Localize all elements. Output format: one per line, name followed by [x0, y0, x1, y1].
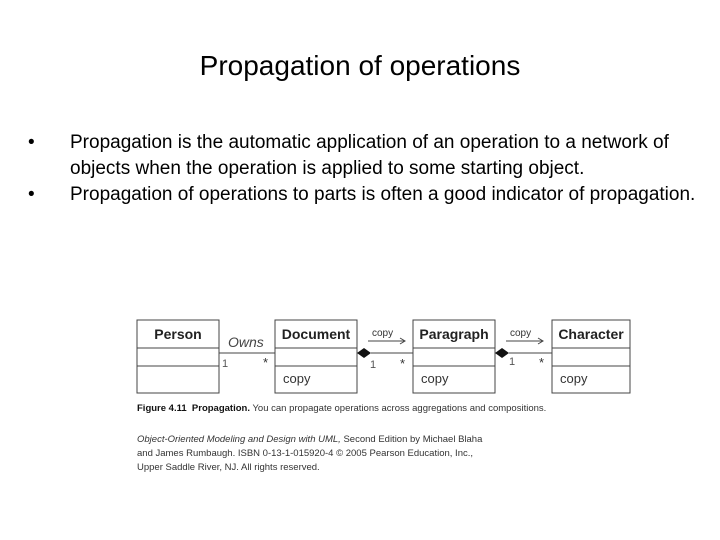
slide-title: Propagation of operations — [199, 50, 521, 81]
uml-diagram — [130, 310, 650, 410]
multiplicity-label: * — [263, 355, 269, 370]
composition-diamond — [495, 348, 509, 358]
caption-number: Figure 4.11 — [137, 403, 187, 414]
caption-text: You can propagate operations across aggregations and compositions. — [252, 403, 547, 414]
credit-book-title: Object-Oriented Modeling and Design with UML, — [137, 434, 341, 445]
class-operation: copy — [421, 371, 449, 386]
figure-credit — [137, 433, 482, 475]
class-operation: copy — [560, 371, 588, 386]
composition-diamond — [357, 348, 371, 358]
association-name: Owns — [228, 334, 264, 350]
multiplicity-label: 1 — [509, 356, 516, 368]
propagation-label: copy — [372, 328, 394, 339]
class-name: Character — [558, 326, 624, 342]
propagation-label: copy — [510, 328, 532, 339]
uml-figure — [130, 310, 650, 485]
multiplicity-label: 1 — [370, 359, 377, 371]
class-name: Paragraph — [419, 326, 489, 342]
credit-text: Second Edition by Michael Blaha — [343, 434, 483, 445]
bullet-item — [28, 130, 698, 182]
bullet-text: Propagation of operations to parts is often a good indicator of propagation. — [70, 184, 696, 205]
bullet-text: Propagation is the automatic application of an operation to a network of objects when the operation is applied to some starting object. — [70, 132, 669, 179]
class-name: Document — [281, 326, 351, 342]
class-operation: copy — [283, 371, 311, 386]
caption-title: Propagation. — [191, 403, 250, 414]
bullet-marker: • — [28, 132, 35, 153]
credit-text: Upper Saddle River, NJ. All rights reserved. — [137, 462, 320, 473]
bullet-marker: • — [28, 184, 35, 205]
multiplicity-label: * — [400, 356, 406, 371]
multiplicity-label: * — [539, 355, 545, 370]
credit-text: and James Rumbaugh. ISBN 0-13-1-015920-4 © 2005 Pearson Education, Inc., — [137, 448, 474, 459]
class-name: Person — [154, 326, 202, 342]
bullet-list — [28, 130, 698, 208]
figure-caption — [137, 403, 546, 414]
bullet-item — [28, 182, 698, 208]
multiplicity-label: 1 — [222, 358, 229, 370]
